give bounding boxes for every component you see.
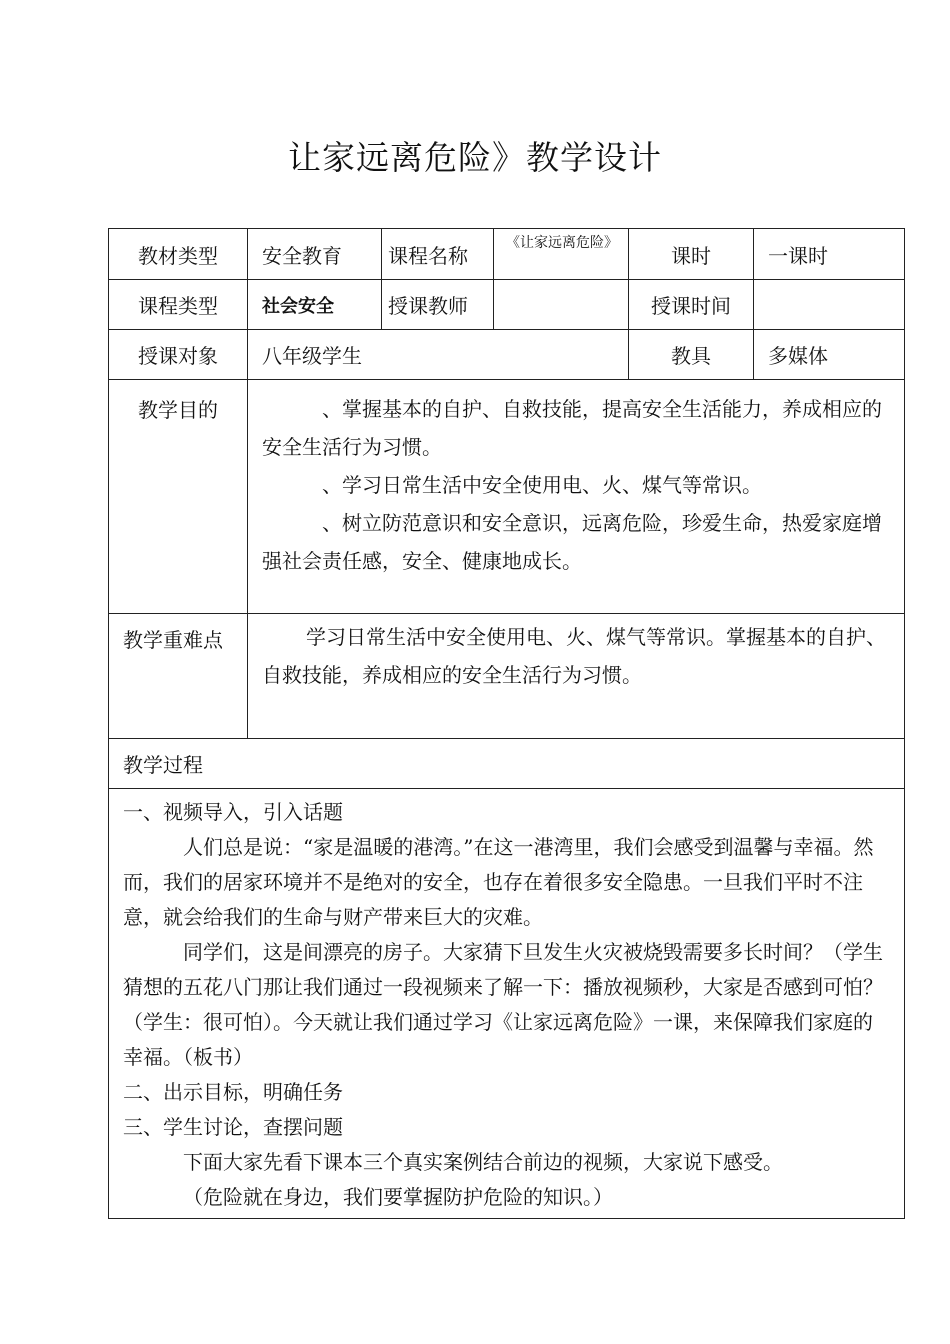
table-row	[109, 614, 905, 739]
value-audience: 八年级学生	[248, 330, 629, 380]
key-points-text: 学习日常生活中安全使用电、火、煤气等常识。掌握基本的自护、自救技能，养成相应的安全生活行为习惯。	[262, 625, 886, 687]
key-points-content	[248, 614, 905, 739]
table-row	[109, 739, 905, 789]
lesson-plan-table	[108, 228, 905, 1219]
process-content	[109, 789, 905, 1219]
label-objectives: 教学目的	[109, 380, 248, 614]
value-course-type: 社会安全	[248, 280, 382, 330]
value-material-type: 安全教育	[248, 229, 382, 280]
page-title: 让家远离危险》教学设计	[288, 138, 662, 177]
paragraph: 同学们，这是间漂亮的房子。大家猜下旦发生火灾被烧毁需要多长时间？（学生猜想的五花八门那让我们通过一段视频来了解一下：播放视频秒，大家是否感到可怕？（学生：很可怕）。今天就让我们通过学习《让家远离危险》一课，来保障我们家庭的幸福。（板书）	[123, 940, 883, 1069]
paragraph: 下面大家先看下课本三个真实案例结合前边的视频，大家说下感受。	[183, 1150, 783, 1174]
label-teaching-aids: 教具	[629, 330, 754, 380]
paragraph: （危险就在身边，我们要掌握防护危险的知识。）	[183, 1185, 613, 1209]
value-periods: 一课时	[754, 229, 905, 280]
label-process: 教学过程	[109, 739, 905, 789]
value-teacher	[494, 280, 629, 330]
label-teacher: 授课教师	[382, 280, 494, 330]
label-material-type: 教材类型	[109, 229, 248, 280]
table-row	[109, 280, 905, 330]
table-row	[109, 380, 905, 614]
label-course-type: 课程类型	[109, 280, 248, 330]
value-teaching-time	[754, 280, 905, 330]
objectives-content	[248, 380, 905, 614]
objective-item: 、掌握基本的自护、自救技能，提高安全生活能力，养成相应的安全生活行为习惯。	[262, 397, 882, 459]
value-teaching-aids: 多媒体	[754, 330, 905, 380]
objective-item: 、树立防范意识和安全意识，远离危险，珍爱生命，热爱家庭增强社会责任感，安全、健康地成长。	[262, 511, 882, 573]
table-row	[109, 229, 905, 280]
section-heading: 一、视频导入，引入话题	[123, 800, 343, 824]
label-teaching-time: 授课时间	[629, 280, 754, 330]
label-audience: 授课对象	[109, 330, 248, 380]
paragraph: 人们总是说：“家是温暖的港湾。”在这一港湾里，我们会感受到温馨与幸福。然而，我们的居家环境并不是绝对的安全，也存在着很多安全隐患。一旦我们平时不注意，就会给我们的生命与财产带来巨大的灾难。	[123, 835, 874, 929]
table-row	[109, 789, 905, 1219]
label-key-points: 教学重难点	[109, 614, 248, 739]
label-periods: 课时	[629, 229, 754, 280]
table-row	[109, 330, 905, 380]
section-heading: 三、学生讨论，查摆问题	[123, 1115, 343, 1139]
label-course-name: 课程名称	[382, 229, 494, 280]
section-heading: 二、出示目标，明确任务	[123, 1080, 343, 1104]
value-course-name: 《让家远离危险》	[494, 229, 629, 280]
objective-item: 、学习日常生活中安全使用电、火、煤气等常识。	[322, 473, 762, 497]
